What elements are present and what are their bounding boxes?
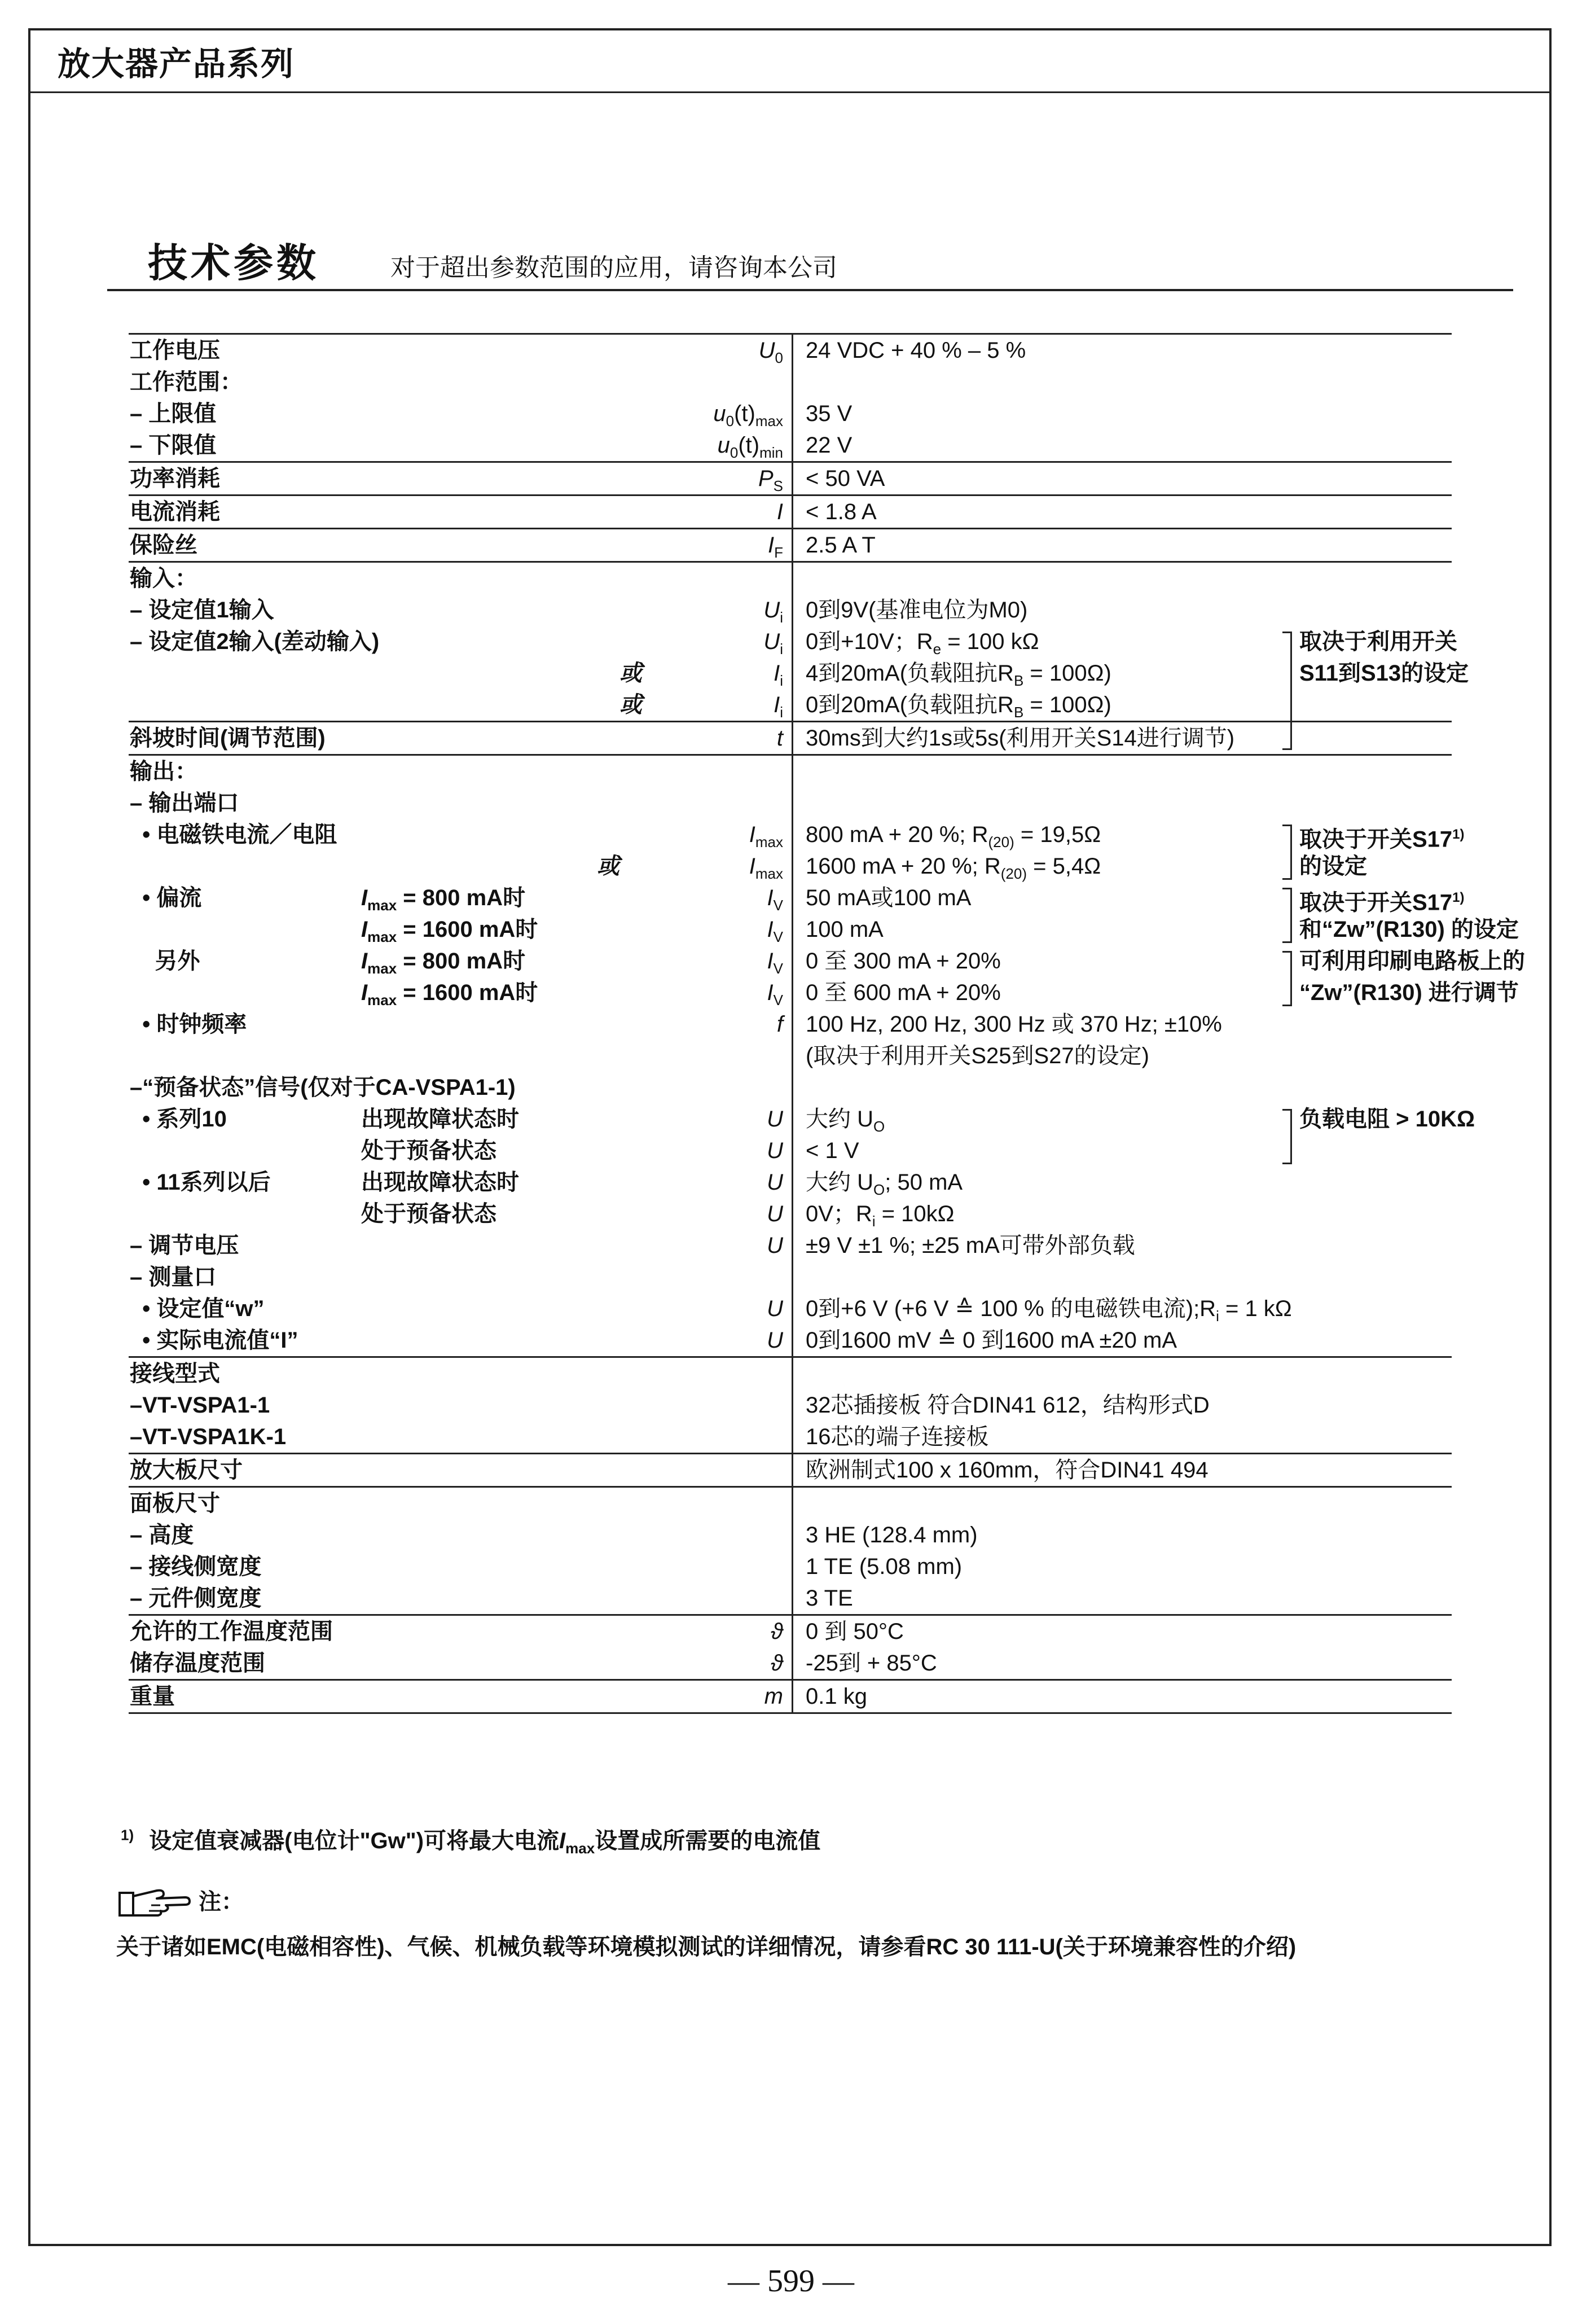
spec-label: 电流消耗 <box>130 499 220 524</box>
spec-line <box>129 429 1452 461</box>
spec-line <box>129 1008 1452 1040</box>
spec-line <box>129 1647 1452 1679</box>
spec-symbol: $U_i$ <box>763 629 783 657</box>
spec-value: 30ms到大约1s或5s(利用开关S14进行调节) <box>806 726 1235 751</box>
spec-symbol: U <box>767 1138 783 1163</box>
spec-symbol: ϑ <box>771 1619 783 1644</box>
spec-line <box>129 1198 1452 1230</box>
footnote-text-b: 设置成所需要的电流值 <box>595 1828 821 1853</box>
spec-label: • 11系列以后 <box>130 1170 271 1195</box>
spec-label: 保险丝 <box>130 533 197 558</box>
spec-label: –“预备状态”信号(仅对于CA-VSPA1-1) <box>130 1075 516 1100</box>
spec-label: – 输出端口 <box>130 791 239 815</box>
spec-label: – 调节电压 <box>130 1233 239 1258</box>
spec-line <box>129 1616 1452 1647</box>
spec-line <box>129 1261 1452 1293</box>
spec-value: < 1.8 A <box>806 499 877 524</box>
spec-line <box>129 850 1452 882</box>
spec-label: 另外 <box>130 949 200 974</box>
spec-symbol: U <box>767 1296 783 1321</box>
spec-line <box>129 366 1452 398</box>
section-title: 技术参数 <box>148 241 319 285</box>
spec-label: 面板尺寸 <box>130 1491 220 1516</box>
spec-label: – 测量口 <box>130 1265 217 1290</box>
condition-text: 处于预备状态 <box>361 1202 496 1226</box>
condition-text: = 800 mA时 <box>397 885 526 910</box>
condition-sub: max <box>367 960 397 977</box>
spec-line <box>129 1325 1452 1356</box>
spec-label: • 系列10 <box>130 1107 227 1132</box>
page-number: — 599 — <box>728 2264 854 2299</box>
spec-value: 1 TE (5.08 mm) <box>806 1554 963 1579</box>
spec-value: 2.5 A T <box>806 533 876 558</box>
spec-symbol: U <box>767 1202 783 1226</box>
spec-line <box>129 1681 1452 1712</box>
spec-symbol: f <box>776 1012 783 1037</box>
spec-value: 0到1600 mV ≙ 0 到1600 mA ±20 mA <box>806 1328 1177 1353</box>
spec-value: 3 HE (128.4 mm) <box>806 1523 978 1547</box>
spec-line <box>129 756 1452 787</box>
spec-line <box>129 657 1469 689</box>
spec-value: 0.1 kg <box>806 1684 867 1709</box>
spec-label: 工作电压 <box>130 338 220 363</box>
spec-value: 3 TE <box>806 1586 853 1611</box>
spec-symbol: $I_{max}$ <box>749 822 783 850</box>
spec-group <box>129 494 1452 528</box>
spec-label: 储存温度范围 <box>130 1651 265 1676</box>
spec-note: S11到S13的设定 <box>1299 661 1469 686</box>
spec-label: • 时钟频率 <box>130 1012 247 1037</box>
spec-symbol: $U_0$ <box>758 338 783 366</box>
spec-line <box>129 398 1452 429</box>
spec-group <box>129 721 1452 754</box>
spec-value: 100 Hz, 200 Hz, 300 Hz 或 370 Hz; ±10% <box>806 1012 1222 1037</box>
condition-symbol: I <box>361 917 368 942</box>
spec-table <box>129 333 1525 1714</box>
spec-symbol: $I_V$ <box>767 980 783 1008</box>
spec-group <box>129 1356 1452 1453</box>
spec-symbol: ϑ <box>771 1651 783 1676</box>
spec-value: ±9 V ±1 %; ±25 mA可带外部负载 <box>806 1233 1135 1258</box>
condition-symbol: 或 <box>597 854 619 879</box>
header-title: 放大器产品系列 <box>58 46 295 82</box>
spec-condition <box>361 1167 519 1198</box>
footnote-text-a: 设定值衰减器(电位计"Gw")可将最大电流 <box>149 1828 560 1853</box>
spec-label: • 设定值“w” <box>130 1296 265 1321</box>
spec-line <box>129 1103 1475 1135</box>
spec-value: 100 mA <box>806 917 884 942</box>
spec-line <box>129 1293 1452 1325</box>
spec-symbol: $I_i$ <box>774 692 783 721</box>
spec-symbol: U <box>767 1328 783 1353</box>
spec-symbol: $I_{max}$ <box>749 854 783 882</box>
spec-group <box>129 1453 1452 1486</box>
spec-line <box>129 1389 1452 1421</box>
spec-group <box>129 1486 1452 1614</box>
condition-sub: max <box>367 897 397 914</box>
spec-condition <box>361 1198 496 1230</box>
spec-label: 工作范围： <box>130 370 243 394</box>
spec-symbol: $I_V$ <box>767 949 783 977</box>
spec-label: 功率消耗 <box>130 466 220 491</box>
spec-line <box>129 563 1452 594</box>
footnote-mark: 1) <box>121 1826 134 1844</box>
spec-value: 0 至 300 mA + 20% <box>806 949 1001 974</box>
spec-label: – 上限值 <box>130 401 217 426</box>
spec-group <box>129 333 1452 461</box>
spec-label: • 实际电流值“I” <box>130 1328 298 1353</box>
spec-line <box>129 1230 1452 1261</box>
spec-label: 斜坡时间(调节范围) <box>130 726 326 751</box>
condition-text: 出现故障状态时 <box>361 1107 519 1132</box>
spec-symbol: U <box>767 1107 783 1132</box>
spec-symbol: U <box>767 1233 783 1258</box>
spec-value: -25到 + 85°C <box>806 1651 937 1676</box>
spec-group <box>129 561 1469 721</box>
spec-value: < 50 VA <box>806 466 885 491</box>
spec-group <box>129 461 1452 494</box>
spec-line <box>129 1135 1452 1167</box>
spec-line <box>129 1167 1452 1198</box>
spec-label: – 接线侧宽度 <box>130 1554 262 1579</box>
spec-value: 22 V <box>806 433 852 458</box>
spec-symbol: $I_V$ <box>767 885 783 914</box>
spec-label: 允许的工作温度范围 <box>130 1619 333 1644</box>
spec-label: • 电磁铁电流／电阻 <box>130 822 337 847</box>
spec-group <box>129 754 1525 1356</box>
footnote <box>121 1823 820 1857</box>
spec-value: 16芯的端子连接板 <box>806 1424 989 1449</box>
spec-line <box>129 594 1452 626</box>
spec-group <box>129 528 1452 561</box>
spec-line <box>129 787 1452 819</box>
spec-symbol: $I_i$ <box>774 661 783 689</box>
spec-group <box>129 1679 1452 1714</box>
spec-value: 大约 $U_O$ <box>806 1107 885 1135</box>
spec-line <box>129 689 1452 721</box>
spec-note: “Zw”(R130) 进行调节 <box>1299 980 1519 1005</box>
spec-line <box>129 1040 1452 1072</box>
spec-value: 大约 $U_O$; 50 mA <box>806 1170 963 1198</box>
spec-value: 0V；$R_i = 10k\Omega$ <box>806 1202 955 1230</box>
condition-symbol: 或 <box>619 692 642 717</box>
spec-label: – 下限值 <box>130 433 217 458</box>
spec-symbol: $u_0(t)_{min}$ <box>717 433 783 461</box>
spec-label: –VT-VSPA1-1 <box>130 1393 270 1418</box>
condition-sub: max <box>367 992 397 1008</box>
spec-group <box>129 1614 1452 1679</box>
spec-line <box>129 335 1452 366</box>
spec-label: – 设定值2输入(差动输入) <box>130 629 380 654</box>
spec-line <box>129 529 1452 561</box>
spec-line <box>129 1488 1452 1519</box>
spec-value: 1600 mA + 20 %; $R_{(20)} = 5,4\Omega$ <box>806 854 1101 882</box>
spec-line <box>129 914 1519 945</box>
spec-label: – 元件侧宽度 <box>130 1586 262 1611</box>
spec-value: 欧洲制式100 x 160mm，符合DIN41 494 <box>806 1458 1209 1483</box>
spec-label: 输入： <box>130 566 197 591</box>
spec-line <box>129 1358 1452 1389</box>
condition-text: 出现故障状态时 <box>361 1170 519 1195</box>
spec-symbol: I <box>776 499 783 524</box>
spec-note: 取决于利用开关 <box>1299 629 1457 654</box>
spec-value: 0到+6 V (+6 V ≙ 100 % 的电磁铁电流)$;R_i = 1$ kΩ <box>806 1296 1292 1325</box>
pointing-hand-icon <box>117 1885 191 1922</box>
condition-text: = 800 mA时 <box>397 949 526 974</box>
spec-symbol: $I_V$ <box>767 917 783 945</box>
spec-symbol: $I_F$ <box>767 533 783 561</box>
spec-line <box>129 977 1519 1008</box>
spec-value: 0到+10V；$R_e = 100$ kΩ <box>806 629 1039 657</box>
spec-value: < 1 V <box>806 1138 859 1163</box>
condition-symbol: I <box>361 949 368 974</box>
note-label: 注： <box>199 1889 244 1914</box>
section-divider <box>107 289 1513 291</box>
spec-label: • 偏流 <box>130 885 202 910</box>
spec-line <box>129 722 1452 754</box>
section-subtitle: 对于超出参数范围的应用，请咨询本公司 <box>390 254 837 282</box>
spec-condition <box>619 657 642 689</box>
condition-symbol: 或 <box>619 661 642 686</box>
spec-value: 35 V <box>806 401 852 426</box>
spec-label: 重量 <box>130 1684 175 1709</box>
spec-condition <box>361 1103 519 1135</box>
condition-text: 处于预备状态 <box>361 1138 496 1163</box>
spec-note: 的设定 <box>1299 854 1367 879</box>
spec-value: 32芯插接板 符合DIN41 612，结构形式D <box>806 1393 1210 1418</box>
condition-sub: max <box>367 928 397 945</box>
spec-value: 50 mA或100 mA <box>806 885 972 910</box>
spec-symbol: U <box>767 1170 783 1195</box>
spec-value: 800 mA + 20 %; $R_{(20)} = 19,5\Omega$ <box>806 822 1101 850</box>
spec-label: 输出： <box>130 759 197 784</box>
spec-value: 0到20mA(负载阻抗$R_B = 100\Omega$) <box>806 692 1111 721</box>
spec-label: 放大板尺寸 <box>130 1458 243 1483</box>
spec-note: 取决于开关S17$^{1)}$ <box>1299 827 1465 852</box>
spec-condition <box>619 689 642 721</box>
spec-line <box>129 1582 1452 1614</box>
spec-symbol: t <box>776 726 783 751</box>
spec-line <box>129 882 1465 915</box>
condition-symbol: I <box>361 885 368 910</box>
spec-condition <box>361 1135 496 1167</box>
spec-label: –VT-VSPA1K-1 <box>130 1424 287 1449</box>
spec-note: 可利用印刷电路板上的 <box>1299 949 1525 974</box>
spec-value: 0 至 600 mA + 20% <box>806 980 1001 1005</box>
spec-symbol: $u_0(t)_{max}$ <box>713 401 783 429</box>
spec-value: (取决于利用开关S25到S27的设定) <box>806 1043 1149 1068</box>
spec-symbol: $U_i$ <box>763 598 783 626</box>
spec-line <box>129 1421 1452 1453</box>
condition-text: = 1600 mA时 <box>397 980 538 1005</box>
spec-line <box>129 496 1452 528</box>
spec-line <box>129 626 1457 657</box>
spec-line <box>129 819 1465 852</box>
spec-value: 24 VDC + 40 % – 5 % <box>806 338 1026 363</box>
spec-label: 接线型式 <box>130 1361 220 1386</box>
footnote-symbol: I <box>559 1828 566 1853</box>
spec-line <box>129 1519 1452 1551</box>
spec-note: 和“Zw”(R130) 的设定 <box>1299 917 1519 942</box>
spec-line <box>129 945 1525 977</box>
spec-value: 0 到 50°C <box>806 1619 904 1644</box>
spec-note: 负载电阻 > 10KΩ <box>1299 1107 1475 1132</box>
spec-symbol: $P_S$ <box>758 466 783 494</box>
spec-value: 4到20mA(负载阻抗$R_B = 100\Omega$) <box>806 661 1111 689</box>
header-divider <box>28 91 1552 93</box>
spec-line <box>129 1551 1452 1582</box>
spec-value: 0到9V(基准电位为M0) <box>806 598 1028 622</box>
note-text: 关于诸如EMC(电磁相容性)、气候、机械负载等环境模拟测试的详细情况，请参看RC 30 111-U(关于环境兼容性的介绍) <box>116 1935 1297 1959</box>
spec-line <box>129 463 1452 494</box>
spec-line <box>129 1072 1452 1103</box>
spec-label: – 高度 <box>130 1523 194 1547</box>
footnote-sub: max <box>565 1840 595 1857</box>
spec-symbol: m <box>764 1684 783 1709</box>
spec-note: 取决于开关S17$^{1)}$ <box>1299 890 1465 915</box>
condition-symbol: I <box>361 980 368 1005</box>
spec-condition <box>597 850 619 882</box>
condition-text: = 1600 mA时 <box>397 917 538 942</box>
spec-line <box>129 1454 1452 1486</box>
spec-label: – 设定值1输入 <box>130 598 274 622</box>
